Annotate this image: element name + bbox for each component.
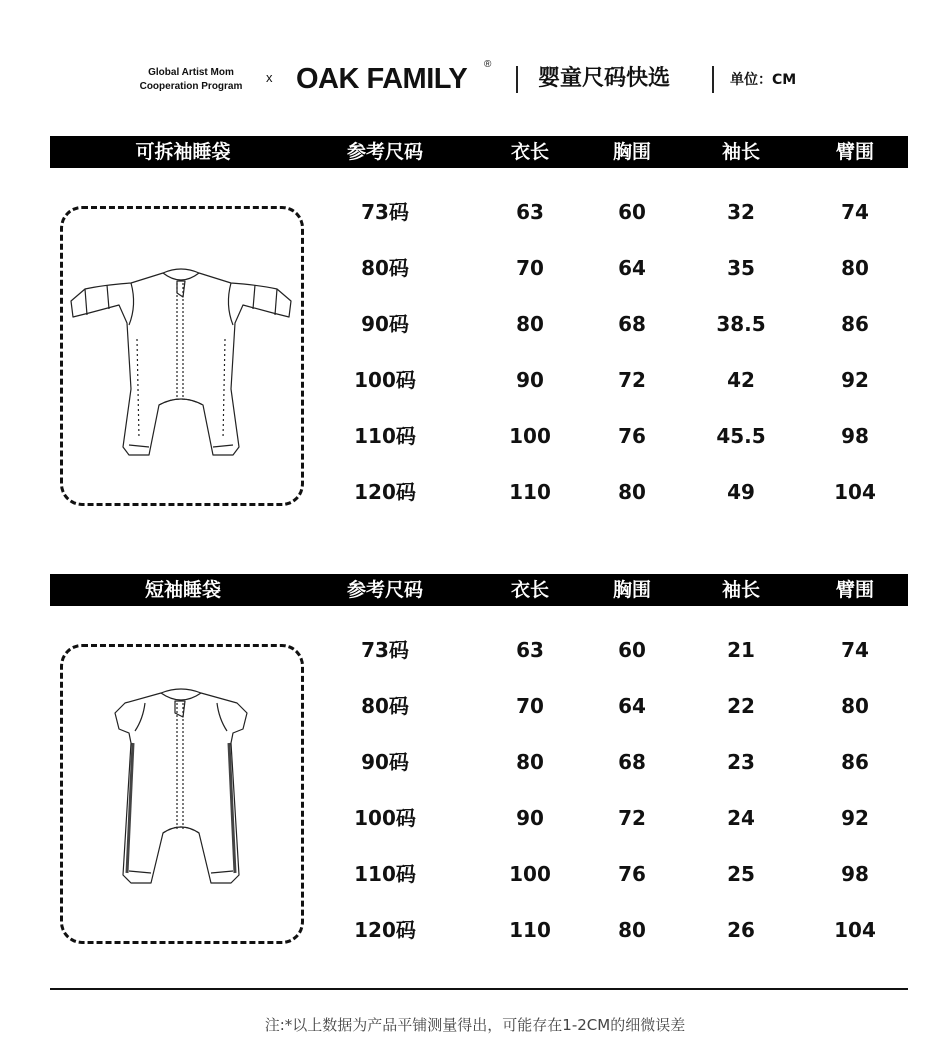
table-cell: 76 bbox=[618, 424, 646, 448]
table-cell: 60 bbox=[618, 638, 646, 662]
table-cell: 80 bbox=[618, 480, 646, 504]
table-cell: 68 bbox=[618, 750, 646, 774]
table-cell: 72 bbox=[618, 368, 646, 392]
table-cell: 110 bbox=[509, 918, 551, 942]
table-cell: 22 bbox=[727, 694, 755, 718]
table-cell: 100码 bbox=[354, 806, 416, 830]
table-cell: 104 bbox=[834, 918, 876, 942]
table-cell: 63 bbox=[516, 200, 544, 224]
col-header-size: 参考尺码 bbox=[346, 579, 423, 601]
registered-mark: ® bbox=[484, 59, 492, 70]
table-header bbox=[50, 574, 908, 606]
table-cell: 80 bbox=[516, 750, 544, 774]
table-cell: 90码 bbox=[361, 312, 409, 336]
table-cell: 38.5 bbox=[716, 312, 766, 336]
col-header-chest: 胸围 bbox=[612, 579, 651, 601]
table-cell: 98 bbox=[841, 862, 869, 886]
table-cell: 100码 bbox=[354, 368, 416, 392]
table-cell: 120码 bbox=[354, 918, 416, 942]
table-cell: 32 bbox=[727, 200, 755, 224]
short-sleeve-sleepsuit-icon bbox=[63, 647, 301, 941]
col-header-arm: 臂围 bbox=[835, 141, 874, 163]
table-cell: 100 bbox=[509, 862, 551, 886]
table-cell: 70 bbox=[516, 694, 544, 718]
page-title: 婴童尺码快选 bbox=[538, 66, 671, 91]
col-header-sleeve: 袖长 bbox=[721, 579, 760, 601]
table-cell: 80 bbox=[841, 256, 869, 280]
col-header-size: 参考尺码 bbox=[346, 141, 423, 163]
table-cell: 24 bbox=[727, 806, 755, 830]
table-cell: 60 bbox=[618, 200, 646, 224]
garment-illustration-box bbox=[60, 644, 304, 944]
long-sleeve-sleepsuit-icon bbox=[63, 209, 301, 503]
table-cell: 120码 bbox=[354, 480, 416, 504]
col-header-chest: 胸围 bbox=[612, 141, 651, 163]
table-cell: 80 bbox=[841, 694, 869, 718]
table-cell: 104 bbox=[834, 480, 876, 504]
table-cell: 70 bbox=[516, 256, 544, 280]
table-cell: 49 bbox=[727, 480, 755, 504]
table-cell: 110码 bbox=[354, 424, 416, 448]
table-cell: 92 bbox=[841, 806, 869, 830]
garment-illustration-box bbox=[60, 206, 304, 506]
footnote: 注:*以上数据为产品平铺测量得出，可能存在1-2CM的细微误差 bbox=[264, 1016, 686, 1034]
table-cell: 86 bbox=[841, 750, 869, 774]
table-cell: 86 bbox=[841, 312, 869, 336]
table-cell: 26 bbox=[727, 918, 755, 942]
table-cell: 21 bbox=[727, 638, 755, 662]
table-cell: 90 bbox=[516, 806, 544, 830]
table-cell: 80 bbox=[618, 918, 646, 942]
footer-divider bbox=[50, 988, 908, 990]
header-divider bbox=[516, 66, 518, 93]
size-table-short-sleeve bbox=[50, 574, 908, 954]
table-cell: 64 bbox=[618, 694, 646, 718]
table-cell: 68 bbox=[618, 312, 646, 336]
table-cell: 90 bbox=[516, 368, 544, 392]
table-cell: 73码 bbox=[361, 200, 409, 224]
section-title: 可拆袖睡袋 bbox=[135, 141, 231, 163]
col-header-length: 衣长 bbox=[510, 579, 549, 601]
size-table-detachable-sleeve bbox=[50, 136, 908, 516]
table-cell: 72 bbox=[618, 806, 646, 830]
col-header-arm: 臂围 bbox=[835, 579, 874, 601]
table-cell: 45.5 bbox=[716, 424, 766, 448]
section-title: 短袖睡袋 bbox=[144, 579, 221, 601]
unit-label: 单位：CM bbox=[730, 72, 797, 88]
coop-line-1: Global Artist Mom bbox=[148, 67, 234, 78]
header-divider bbox=[712, 66, 714, 93]
col-header-length: 衣长 bbox=[510, 141, 549, 163]
x-mark: x bbox=[266, 70, 273, 85]
col-header-sleeve: 袖长 bbox=[721, 141, 760, 163]
table-cell: 110码 bbox=[354, 862, 416, 886]
table-cell: 35 bbox=[727, 256, 755, 280]
table-cell: 98 bbox=[841, 424, 869, 448]
table-cell: 110 bbox=[509, 480, 551, 504]
cooperation-label bbox=[128, 66, 254, 94]
table-cell: 42 bbox=[727, 368, 755, 392]
table-cell: 74 bbox=[841, 638, 869, 662]
table-cell: 100 bbox=[509, 424, 551, 448]
table-cell: 92 bbox=[841, 368, 869, 392]
table-cell: 25 bbox=[727, 862, 755, 886]
table-cell: 63 bbox=[516, 638, 544, 662]
table-cell: 64 bbox=[618, 256, 646, 280]
table-cell: 73码 bbox=[361, 638, 409, 662]
table-cell: 80码 bbox=[361, 256, 409, 280]
table-header bbox=[50, 136, 908, 168]
table-cell: 80 bbox=[516, 312, 544, 336]
table-cell: 90码 bbox=[361, 750, 409, 774]
table-cell: 74 bbox=[841, 200, 869, 224]
table-cell: 80码 bbox=[361, 694, 409, 718]
table-cell: 76 bbox=[618, 862, 646, 886]
brand-logo: OAK FAMILY bbox=[296, 63, 468, 95]
table-cell: 23 bbox=[727, 750, 755, 774]
coop-line-2: Cooperation Program bbox=[139, 81, 243, 92]
header bbox=[0, 52, 950, 108]
